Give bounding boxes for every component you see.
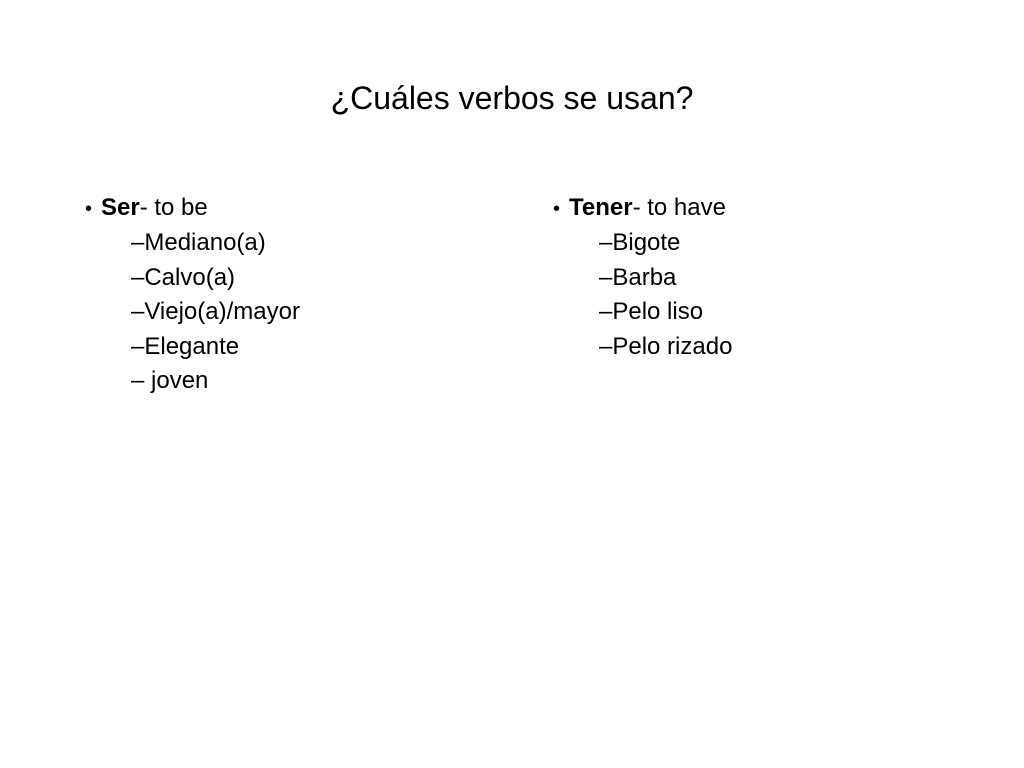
slide-title: ¿Cuáles verbos se usan? (330, 80, 694, 116)
verb-tener: Tener (569, 194, 633, 221)
tener-item: –Pelo rizado (599, 332, 733, 360)
bullet-tener (553, 191, 993, 226)
verb-ser-meaning: - to be (139, 194, 208, 221)
tener-item: –Bigote (599, 229, 681, 256)
ser-item: –Calvo(a) (131, 263, 236, 291)
verb-tener-meaning: - to have (632, 194, 726, 221)
tener-noun-list (553, 226, 993, 364)
bullet-dot: • (85, 198, 93, 220)
ser-adjective-list (85, 226, 525, 399)
bullet-dot: • (553, 198, 561, 220)
verb-ser: Ser (101, 194, 140, 221)
column-ser (85, 191, 525, 399)
ser-item: –Mediano(a) (131, 229, 266, 256)
tener-item: –Pelo liso (599, 298, 704, 325)
tener-item: –Barba (599, 263, 677, 291)
ser-item: – joven (131, 367, 209, 394)
column-tener (553, 191, 993, 364)
ser-item: –Viejo(a)/mayor (131, 298, 300, 325)
ser-item: –Elegante (131, 332, 240, 360)
bullet-ser (85, 191, 525, 226)
